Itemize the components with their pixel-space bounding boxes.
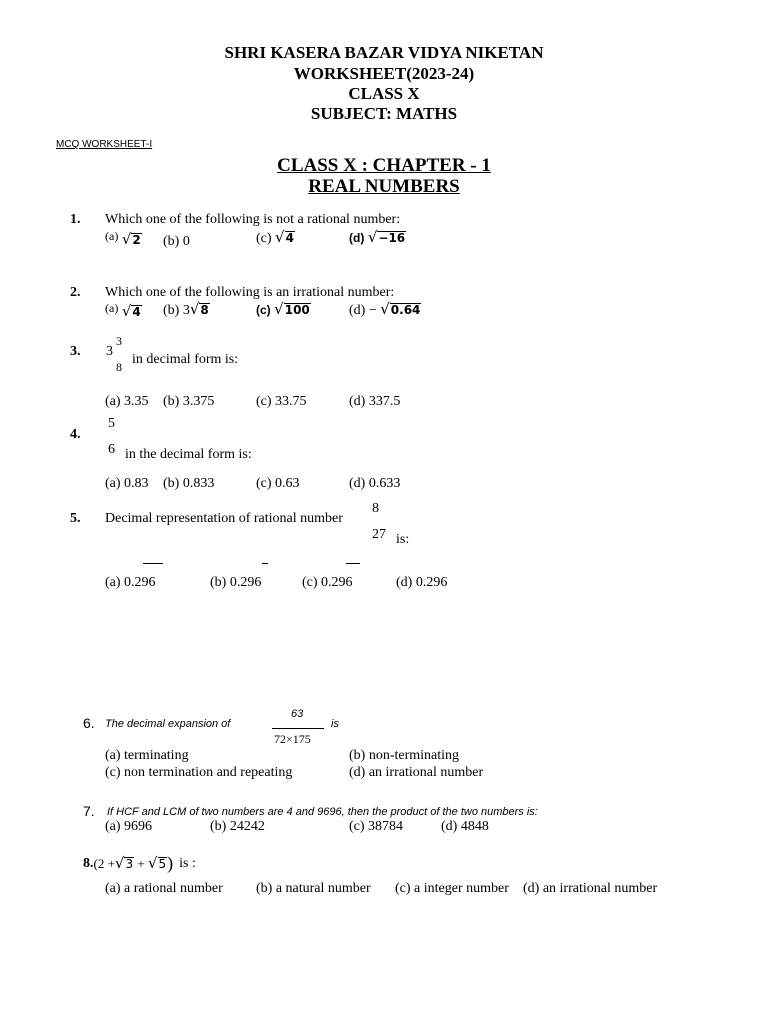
q2-d-label: (d) − [349,303,377,318]
q3-number: 3. [70,344,81,359]
q5-option-c: (c) 0.296 [302,575,353,590]
q1-number: 1. [70,212,81,227]
sqrt-icon: √ 5 [147,854,167,872]
q1-c-label: (c) [256,231,272,246]
q4-option-b: (b) 0.833 [163,476,215,491]
q6-option-d: (d) an irrational number [349,765,484,780]
q1-option-c [256,230,295,247]
q2-number: 2. [70,285,81,300]
q1-option-a [105,229,142,249]
q7-option-b: (b) 24242 [210,819,265,834]
q2-option-b [163,302,210,319]
q3-option-a: (a) 3.35 [105,394,149,409]
q4-option-a: (a) 0.83 [105,476,149,491]
q5-option-d: (d) 0.296 [396,575,448,590]
q8-radicand-1: 3 [125,856,134,871]
repeat-bar-b [262,563,268,564]
q8-expr-open: (2 + [93,855,115,871]
q7-number: 7. [83,803,95,819]
q6-tail: is [331,718,339,730]
q8-option-b: (b) a natural number [256,881,371,896]
q3-whole: 3 [106,344,113,359]
q4-denominator: 6 [108,442,115,457]
q5-option-b: (b) 0.296 [210,575,262,590]
q2-a-radicand: 4 [132,304,141,319]
q8-plus: + [134,855,148,871]
q2-option-c [256,302,311,319]
q6-numerator: 63 [291,708,304,720]
q4-number: 4. [70,427,81,442]
sqrt-icon: √ −16 [367,228,406,246]
q2-c-radicand: 100 [284,302,310,317]
worksheet-year: WORKSHEET(2023-24) [293,64,475,83]
school-name: SHRI KASERA BAZAR VIDYA NIKETAN [224,43,544,62]
q8-number: 8. [83,855,94,871]
q3-option-c: (c) 33.75 [256,394,307,409]
sqrt-icon: √ 4 [275,228,294,246]
sqrt-icon: √ 100 [274,300,310,318]
q6-number: 6. [83,715,95,731]
q5-denominator: 27 [372,527,386,542]
sqrt-icon: √ 2 [121,230,141,248]
q7-option-c: (c) 38784 [349,819,404,834]
q6-fraction-bar [272,728,324,729]
q6-text: The decimal expansion of [105,718,231,730]
q2-option-a [105,301,142,321]
q8-option-c: (c) a integer number [395,881,509,896]
q2-text: Which one of the following is an irrational number: [105,285,395,300]
q2-d-radicand: 0.64 [390,302,421,317]
q1-d-label: (d) [349,231,365,245]
q6-option-b: (b) non-terminating [349,748,460,763]
q5-text: Decimal representation of rational number [105,511,343,526]
q2-b-label: (b) 3 [163,303,190,318]
q2-c-label: (c) [256,303,271,317]
q4-option-d: (d) 0.633 [349,476,401,491]
q5-number: 5. [70,511,81,526]
sqrt-icon: √ 0.64 [380,300,421,318]
q8-expr-close: ) [167,853,174,873]
q1-a-label: (a) [105,229,119,243]
chapter-title: CLASS X : CHAPTER - 1 [277,155,491,176]
q3-text: in decimal form is: [132,352,239,367]
q2-b-radicand: 8 [200,302,209,317]
q2-option-d [349,302,421,319]
q8-option-d: (d) an irrational number [523,881,658,896]
class-label: CLASS X [348,84,420,103]
q8-option-a: (a) a rational number [105,881,223,896]
q8-radicand-2: 5 [158,856,167,871]
q5-option-a: (a) 0.296 [105,575,156,590]
q1-option-b: (b) 0 [163,234,190,249]
subject-label: SUBJECT: MATHS [310,104,458,123]
q8-expression [83,853,196,874]
q6-option-a: (a) terminating [105,748,189,763]
q1-text: Which one of the following is not a rational number: [105,212,401,227]
q3-numerator: 3 [116,334,122,348]
repeat-bar-a [143,563,163,564]
sqrt-icon: √ 3 [114,854,134,872]
sqrt-icon: √ 4 [121,302,141,320]
q1-a-radicand: 2 [132,232,141,247]
q8-tail: is : [179,855,196,871]
q3-denominator: 8 [116,360,122,374]
q4-option-c: (c) 0.63 [256,476,300,491]
q7-option-a: (a) 9696 [105,819,153,834]
q1-c-radicand: 4 [285,230,294,245]
chapter-subtitle: REAL NUMBERS [308,176,460,197]
q7-text: If HCF and LCM of two numbers are 4 and 9696, then the product of the two numbers is: [107,806,538,818]
sqrt-icon: √ 8 [189,300,209,318]
q4-numerator: 5 [108,416,115,431]
q4-text: in the decimal form is: [125,447,252,462]
q7-option-d: (d) 4848 [441,819,489,834]
q1-d-radicand: −16 [378,230,406,245]
q6-denominator: 72×175 [274,732,311,746]
q2-a-label: (a) [105,301,119,315]
q5-numerator: 8 [372,501,379,516]
repeat-bar-c [346,563,360,564]
q6-option-c: (c) non termination and repeating [105,765,293,780]
q3-option-d: (d) 337.5 [349,394,401,409]
q3-option-b: (b) 3.375 [163,394,215,409]
worksheet-tag: MCQ WORKSHEET-I [56,139,153,150]
q5-tail: is: [396,532,410,547]
q1-option-d [349,230,406,247]
